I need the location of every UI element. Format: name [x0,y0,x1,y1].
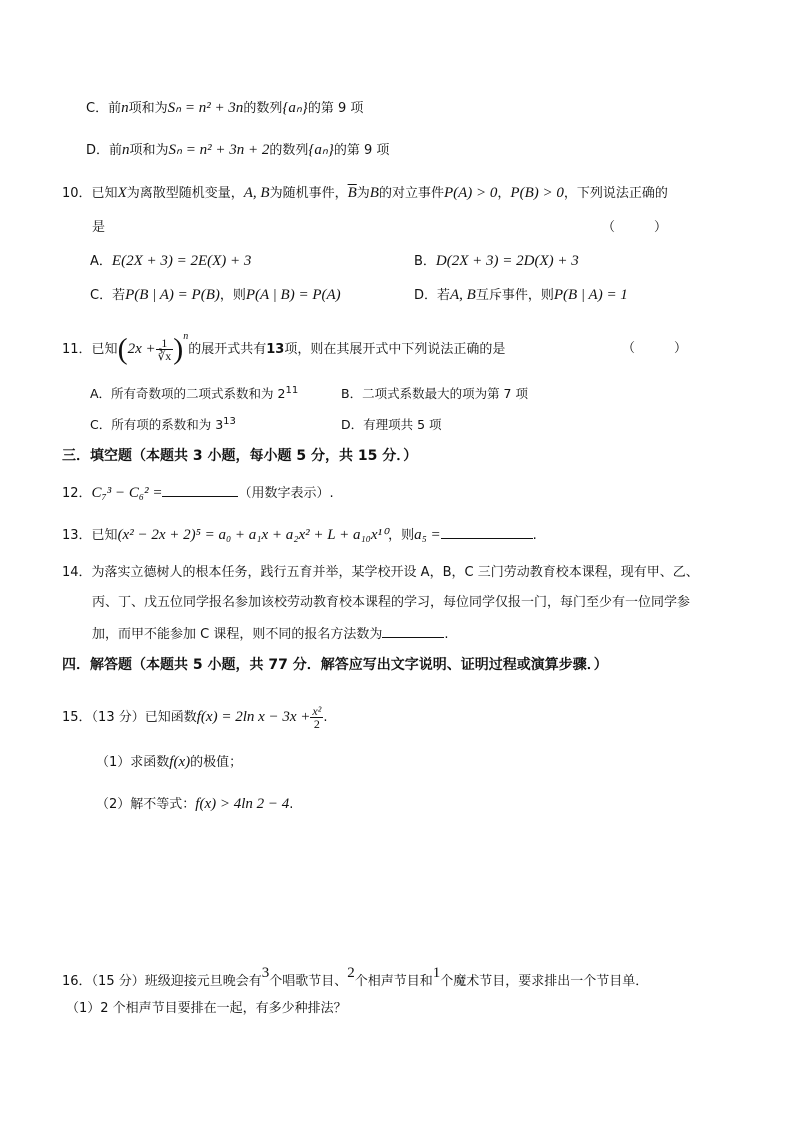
q10-option-b [414,251,579,272]
q13-stem2: ，则 [388,528,415,543]
q11-right-paren: ) [173,332,184,366]
q9-c-tail: 的数列 [243,101,283,116]
q11-c-text: C．所有项的系数和为 3 [90,417,224,432]
q10-stem5: 的对立事件 [378,186,444,201]
q10-d-label: D．若 [414,288,451,303]
q11-count: 13 [266,342,285,357]
q16-stem2: 个唱歌节目、 [269,974,348,989]
section-3-title: 三．填空题（本题共 3 小题，每小题 5 分，共 15 分．） [62,448,418,464]
q13-end: . [532,528,537,543]
q14-end: . [444,627,449,642]
q16-part1: （1）2 个相声节目要排在一起，有多少种排法？ [66,1001,347,1016]
q11-expr-left: 2x + [127,341,156,357]
q11-answer-paren: （ ） [622,341,688,356]
q10-answer-paren: （ ） [602,220,668,235]
q15-part1-text: （1）求函数 [96,755,170,770]
q10-stem3: 为随机事件， [269,186,348,201]
q10-a-label: A． [90,254,112,269]
q15-part1-f: f(x) [169,754,191,770]
q15-part2-end: . [289,797,294,812]
q9-d-end: 的第 9 项 [333,143,390,158]
q16-number: 16． [62,974,92,989]
q9-d-seq: {aₙ} [308,142,334,158]
q11-stem1: 已知 [91,342,118,357]
q9-d-tail: 的数列 [269,143,309,158]
q12 [62,482,334,504]
q14-line1 [62,563,699,583]
q16-stem1: 班级迎接元旦晚会有 [144,974,262,989]
q10-pa: P(A) > 0 [443,185,498,201]
q10-stem-line2 [92,218,105,238]
q11-fraction [156,337,174,362]
q10-ab: A, B [243,185,270,201]
q10-x: X [117,185,127,201]
q15-number: 15． [62,710,92,725]
q12-expr: C₇³ − C₆² = [91,485,163,501]
q11-stem3: 项，则在其展开式中下列说法正确的是 [284,342,506,357]
q9-c-end: 的第 9 项 [307,101,364,116]
q10-option-a [90,251,251,272]
q15-part2-f: f(x) > 4ln 2 − 4 [195,796,290,812]
q10-stem6: ，下列说法正确的 [563,186,668,201]
q12-answer-blank[interactable] [162,482,238,497]
q13-expr: (x² − 2x + 2)⁵ = a₀ + a₁x + a₂x² + L + a₁₀x¹⁰ [117,527,389,543]
q15-dot: . [323,710,328,725]
section-4-title: 四．解答题（本题共 5 小题，共 77 分．解答应写出文字说明、证明过程或演算步骤．） [62,657,608,673]
q11-stem2: 的展开式共有 [188,342,267,357]
q15-part1 [96,752,242,773]
q10-stem-line1 [62,183,668,204]
q14-answer-blank[interactable] [382,623,444,638]
q11-option-d: D．有理项共 5 项 [341,417,442,432]
q14-line3 [92,623,448,645]
q10-bbar: $\overline{B}$ [347,185,357,201]
q11-option-c [90,415,236,435]
q16-stem4: 个魔术节目，要求排出一个节目单． [440,974,649,989]
q10-b-label: B． [414,254,436,269]
q9-d-lead: D．前 [86,143,123,158]
q10-c-mid: ，则 [219,288,246,303]
q10-d-mid: 互斥事件，则 [475,288,554,303]
q10-number: 10． [62,186,92,201]
q9-c-n: n [121,100,129,116]
q14-line3-text: 加，而甲不能参加 C 课程，则不同的报名方法数为 [92,627,383,642]
q14-line1-text: 为落实立德树人的根本任务，践行五育并举，某学校开设 A，B，C 三门劳动教育校本课程，现有甲、乙、 [91,565,699,580]
q9-c-lead: C．前 [86,101,122,116]
q10-b-formula: D(2X + 3) = 2D(X) + 3 [435,253,579,269]
q11-c-exp: 13 [223,415,236,427]
q10-d-formula: P(B | A) = 1 [553,287,628,303]
q9-d-formula: Sₙ = n² + 3n + 2 [168,142,270,158]
q11-frac-den: ∛x [157,349,172,363]
q15-stem-text: 已知函数 [144,710,197,725]
q10-c-f2: P(A | B) = P(A) [245,287,341,303]
q11-a-exp: 11 [285,384,299,396]
q15-part2-text: （2）解不等式： [96,797,196,812]
q11-exp: n [183,331,189,342]
q16-n3: 1 [432,965,441,981]
q11-a-text: A．所有奇数项的二项式系数和为 2 [90,386,286,401]
q11-stem [62,331,506,366]
q10-d-ab: A, B [450,287,476,303]
q15-part2 [96,794,293,815]
q13-answer-blank[interactable] [441,524,533,539]
q13-number: 13． [62,528,92,543]
q10-option-c [90,285,341,306]
q10-stem4: 为 [356,186,370,201]
q13 [62,524,537,546]
q10-option-d [414,285,628,306]
q9-option-c [86,98,363,119]
q9-c-mid: 项和为 [128,101,168,116]
q15-frac-num: x² [312,704,322,718]
q15-frac-den: 2 [313,717,320,731]
q10-b: B [369,185,379,201]
q14-line2: 丙、丁、戊五位同学报名参加该校劳动教育校本课程的学习，每位同学仅报一门，每门至少有一位同学参 [92,595,691,610]
q9-d-mid: 项和为 [129,143,169,158]
q16-stem [62,965,649,992]
q11-frac-num: 1 [156,337,174,350]
q9-d-n: n [122,142,130,158]
q10-stem2: 为离散型随机变量， [126,186,244,201]
q10-pb: P(B) > 0 [510,185,564,201]
q11-left-paren: ( [117,332,128,366]
q16-stem3: 个相声节目和 [354,974,433,989]
q10-c-label: C．若 [90,288,126,303]
q10-a-formula: E(2X + 3) = 2E(X) + 3 [111,253,252,269]
q13-stem1: 已知 [91,528,118,543]
q9-c-formula: Sₙ = n² + 3n [167,100,244,116]
q9-option-d [86,140,389,161]
q12-tail: （用数字表示）. [238,486,334,501]
q16-n2: 2 [347,965,355,981]
q15-part1-tail: 的极值； [190,755,243,770]
q11-number: 11． [62,342,92,357]
q16-score: （15 分） [91,974,145,989]
q10-c-f1: P(B | A) = P(B) [125,287,220,303]
q15-f-def: f(x) = 2ln x − 3x + [196,709,311,725]
q11-option-a [90,384,298,404]
q10-stem7: 是 [92,220,106,235]
q16-n1: 3 [261,965,270,981]
q15-fraction [310,705,323,730]
q14-number: 14． [62,565,92,580]
q13-a5: a₅ = [414,527,441,543]
q15-stem [62,702,328,733]
q10-comma: ， [497,186,511,201]
q11-option-b: B．二项式系数最大的项为第 7 项 [341,386,528,401]
q10-stem1: 已知 [91,186,118,201]
q12-number: 12． [62,486,92,501]
q15-score: （13 分） [91,710,145,725]
q9-c-seq: {aₙ} [282,100,308,116]
